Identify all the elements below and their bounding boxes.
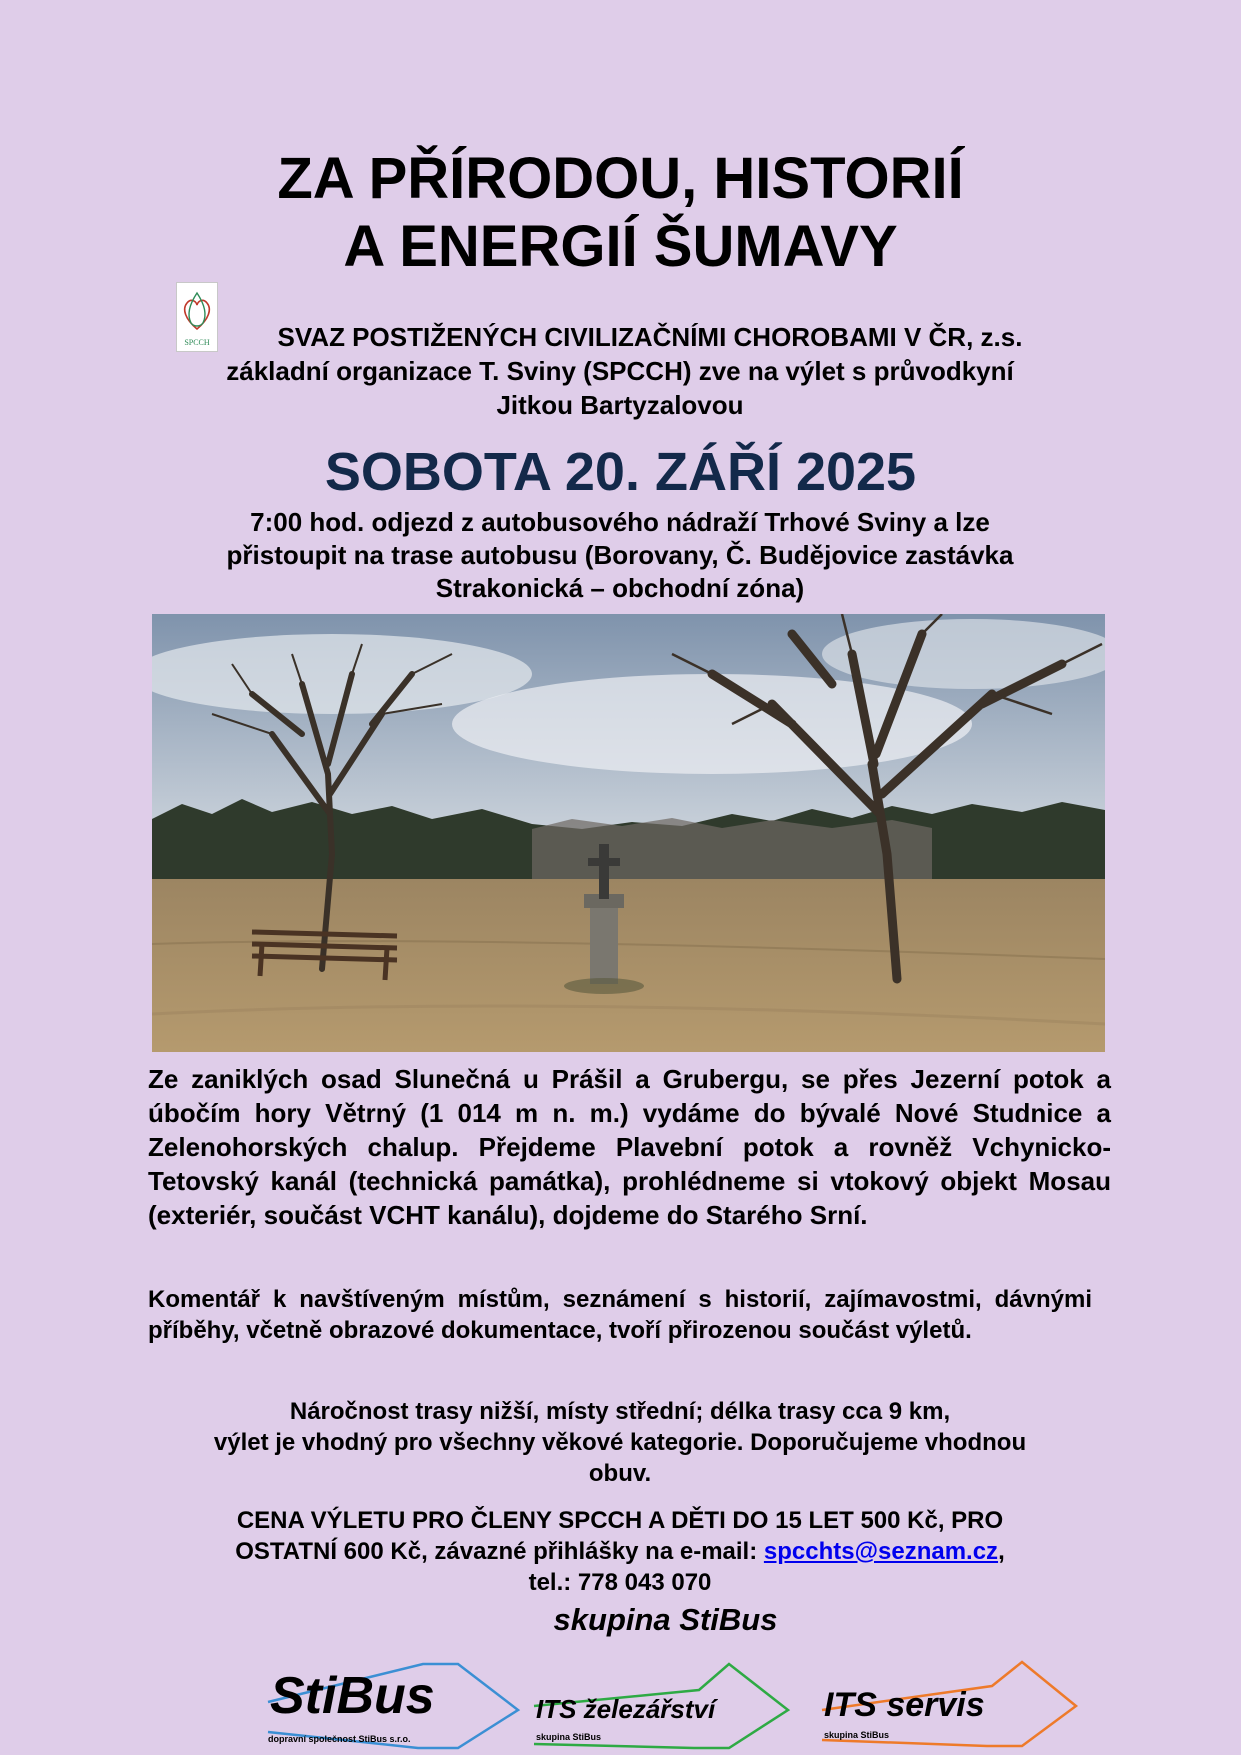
departure-line-3: Strakonická – obchodní zóna): [435, 573, 805, 603]
brand-servis-name: ITS servis: [824, 1686, 985, 1724]
price-line-1: CENA VÝLETU PRO ČLENY SPCCH A DĚTI DO 15 LET 500 Kč, PRO: [236, 1507, 1004, 1534]
title-line-1: ZA PŘÍRODOU, HISTORIÍ: [277, 146, 964, 211]
difficulty-line-2: výlet je vhodný pro všechny věkové kategorie. Doporučujeme vhodnou: [213, 1429, 1027, 1456]
title-line-2: A ENERGIÍ ŠUMAVY: [343, 214, 898, 279]
price-line-2-prefix: OSTATNÍ 600 Kč, závazné přihlášky na e-mail:: [235, 1538, 764, 1565]
departure-line-2: přistoupit na trase autobusu (Borovany, Č. Budějovice zastávka: [226, 540, 1014, 570]
event-date: SOBOTA 20. ZÁŘÍ 2025: [324, 442, 917, 502]
brand-its-zelezarstvi: [534, 1660, 790, 1750]
brand-stibus: [268, 1660, 520, 1750]
difficulty-line-3: obuv.: [588, 1460, 652, 1487]
brand-stibus-name: StiBus: [270, 1667, 435, 1725]
brand-stibus-subtitle: dopravní společnost StiBus s.r.o.: [268, 1734, 411, 1744]
group-label: skupina StiBus: [553, 1602, 778, 1637]
organization-name: SVAZ POSTIŽENÝCH CIVILIZAČNÍMI CHOROBAMI V ČR, z.s.: [277, 322, 1023, 352]
departure-info: [160, 506, 1080, 605]
phone-number: tel.: 778 043 070: [528, 1569, 712, 1596]
brand-zelezarstvi-subtitle: skupina StiBus: [536, 1732, 602, 1742]
brand-zelezarstvi-name: ITS železářství: [536, 1694, 716, 1724]
departure-line-1: 7:00 hod. odjezd z autobusového nádraží Trhové Sviny a lze: [250, 507, 990, 537]
email-link[interactable]: spcchts@seznam.cz: [763, 1538, 999, 1565]
price-info: [140, 1505, 1100, 1598]
logo-text: SPCCH: [184, 338, 210, 347]
trip-description: Ze zaniklých osad Slunečná u Prášil a Grubergu, se přes Jezerní potok a úbočím hory Větrný (1 014 m n. m.) vydáme do bývalé Nové Studnice a Zelenohorských chalup. Přejdeme Plavební potok a rovněž Vchynicko-Tetovský kanál (technická památka), prohlédneme si vtokový objekt Mosau (exteriér, součást VCHT kanálu), dojdeme do Starého Srní.: [148, 1064, 1111, 1230]
price-line-2-suffix: ,: [998, 1538, 1005, 1565]
brand-its-servis: [822, 1660, 1078, 1750]
brand-servis-subtitle: skupina StiBus: [824, 1730, 890, 1740]
price-line-2: [140, 1536, 1100, 1567]
organization-line-2: základní organizace T. Sviny (SPCCH) zve na výlet s průvodkyní: [226, 356, 1014, 386]
difficulty-info: [140, 1396, 1100, 1489]
difficulty-line-1: Náročnost trasy nižší, místy střední; délka trasy cca 9 km,: [289, 1398, 951, 1425]
trip-comment: Komentář k navštíveným místům, seznámení s historií, zajímavostmi, dávnými příběhy, včetně obrazové dokumentace, tvoří přirozenou součást výletů.: [148, 1286, 1092, 1344]
page-title: [0, 145, 1241, 281]
organization-invitation: [140, 320, 1100, 422]
landscape-photo: [152, 614, 1105, 1052]
organization-line-3: Jitkou Bartyzalovou: [496, 390, 744, 420]
